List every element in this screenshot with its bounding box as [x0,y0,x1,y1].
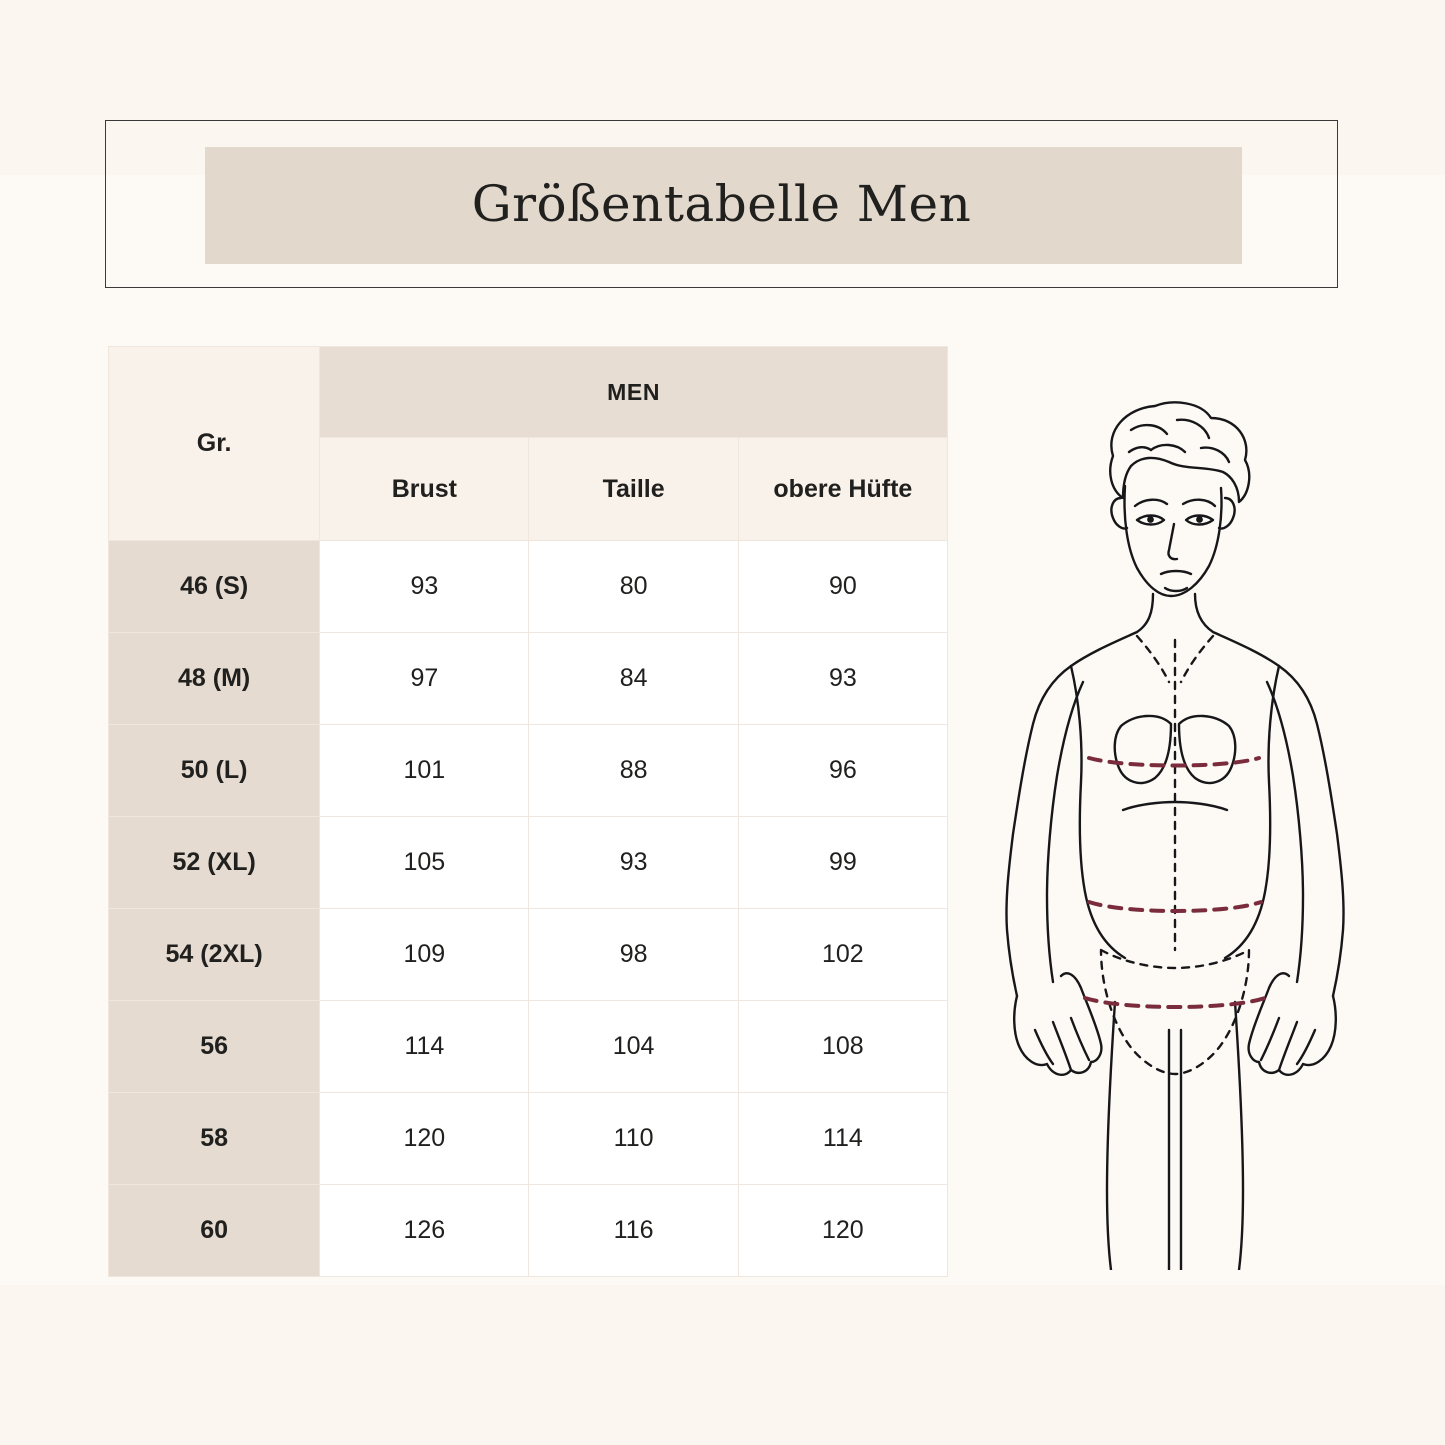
cell-obere-huefte: 108 [738,1001,947,1093]
hair-icon [1110,402,1249,502]
row-size-label: 50 (L) [109,725,320,817]
cell-brust: 126 [320,1185,529,1277]
cell-brust: 105 [320,817,529,909]
header-taille: Taille [529,438,738,541]
size-table-container [108,346,948,1277]
cell-taille: 80 [529,541,738,633]
row-size-label: 56 [109,1001,320,1093]
cell-taille: 84 [529,633,738,725]
torso [1006,594,1343,1270]
cell-taille: 93 [529,817,738,909]
table-row [109,1093,948,1185]
page-title: Größentabelle Men [471,175,972,233]
cell-taille: 116 [529,1185,738,1277]
face [1111,486,1234,596]
header-obere-huefte: obere Hüfte [738,438,947,541]
cell-brust: 101 [320,725,529,817]
table-row [109,1185,948,1277]
cell-brust: 97 [320,633,529,725]
table-row [109,909,948,1001]
cell-taille: 110 [529,1093,738,1185]
cell-obere-huefte: 96 [738,725,947,817]
row-size-label: 52 (XL) [109,817,320,909]
header-men: MEN [320,347,948,438]
cell-brust: 93 [320,541,529,633]
cell-obere-huefte: 120 [738,1185,947,1277]
table-header-row-group [109,347,948,438]
cell-brust: 120 [320,1093,529,1185]
row-size-label: 58 [109,1093,320,1185]
cell-obere-huefte: 90 [738,541,947,633]
row-size-label: 54 (2XL) [109,909,320,1001]
table-row [109,1001,948,1093]
male-body-illustration [955,390,1375,1270]
bottom-strip [0,1285,1445,1445]
table-row [109,817,948,909]
cell-taille: 88 [529,725,738,817]
cell-taille: 98 [529,909,738,1001]
cell-obere-huefte: 102 [738,909,947,1001]
cell-obere-huefte: 93 [738,633,947,725]
table-row [109,541,948,633]
row-size-label: 46 (S) [109,541,320,633]
row-size-label: 60 [109,1185,320,1277]
table-row [109,633,948,725]
cell-brust: 109 [320,909,529,1001]
cell-obere-huefte: 114 [738,1093,947,1185]
cell-brust: 114 [320,1001,529,1093]
size-table [108,346,948,1277]
header-brust: Brust [320,438,529,541]
header-gr: Gr. [109,347,320,541]
cell-taille: 104 [529,1001,738,1093]
cell-obere-huefte: 99 [738,817,947,909]
table-row [109,725,948,817]
row-size-label: 48 (M) [109,633,320,725]
upper-hip-line [1085,998,1265,1007]
